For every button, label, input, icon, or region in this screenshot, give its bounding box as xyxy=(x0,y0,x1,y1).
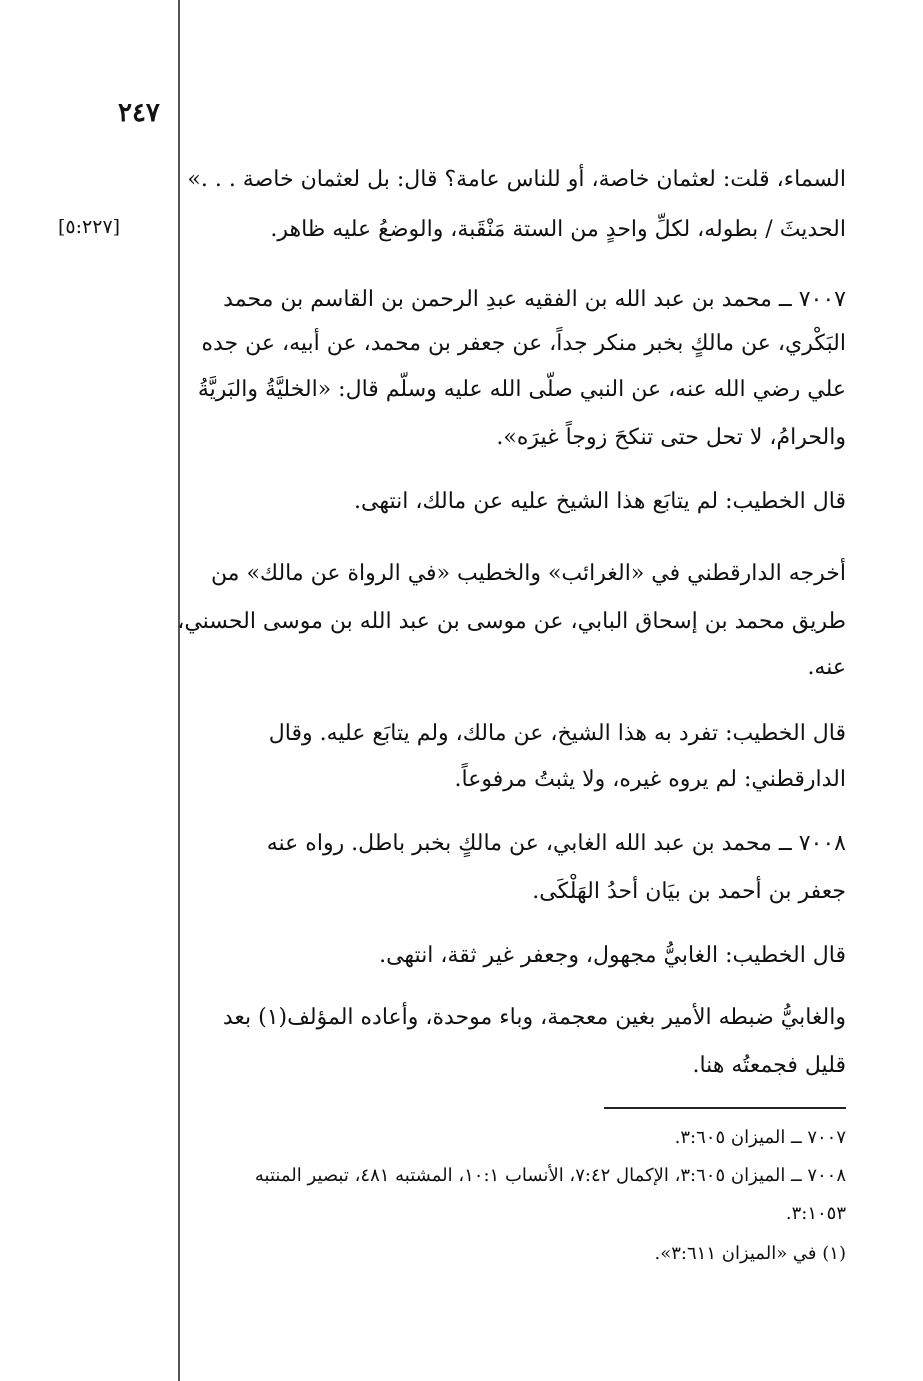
text-line: قليل فجمعتُه هنا. xyxy=(692,1053,846,1078)
text-line: عنه. xyxy=(807,655,846,680)
footnote-line: (١) في «الميزان ٣:٦١١». xyxy=(654,1243,846,1264)
text-line: الدارقطني: لم يروه غيره، ولا يثبتُ مرفوعاً. xyxy=(454,767,846,792)
text-line: طريق محمد بن إسحاق البابي، عن موسى بن عبد الله بن موسى الحسني، xyxy=(177,609,846,634)
text-line: والحرامُ، لا تحل حتى تنكحَ زوجاً غيرَه». xyxy=(496,425,846,450)
entry-7008-line: ٧٠٠٨ ــ محمد بن عبد الله الغابي، عن مالكٍ بخبر باطل. رواه عنه xyxy=(266,831,846,856)
page-number: ٢٤٧ xyxy=(118,98,160,128)
text-line: قال الخطيب: تفرد به هذا الشيخ، عن مالك، ولم يتابَع عليه. وقال xyxy=(268,721,846,746)
text-line: علي رضي الله عنه، عن النبي صلّى الله عليه وسلّم قال: «الخليَّةُ والبَريَّةُ xyxy=(197,377,846,402)
margin-reference: [٥:٢٢٧] xyxy=(58,216,121,238)
footnote-line: ٧٠٠٨ ــ الميزان ٣:٦٠٥، الإكمال ٧:٤٢، الأنساب ١٠:١، المشتبه ٤٨١، تبصير المنتبه xyxy=(254,1165,846,1186)
text-line: الحديثَ / بطوله، لكلِّ واحدٍ من الستة مَنْقَبة، والوضعُ عليه ظاهر. xyxy=(270,217,846,242)
text-line: والغابيُّ ضبطه الأمير بغين معجمة، وباء موحدة، وأعاده المؤلف(١) بعد xyxy=(222,1005,846,1030)
footnote-line: ٧٠٠٧ ــ الميزان ٣:٦٠٥. xyxy=(674,1127,846,1148)
footnote-line: ٣:١٠٥٣. xyxy=(785,1203,846,1224)
text-line: قال الخطيب: لم يتابَع هذا الشيخ عليه عن مالك، انتهى. xyxy=(354,489,846,514)
text-line: أخرجه الدارقطني في «الغرائب» والخطيب «في الرواة عن مالك» من xyxy=(210,561,846,586)
text-line: السماء، قلت: لعثمان خاصة، أو للناس عامة؟ قال: بل لعثمان خاصة . . .» xyxy=(187,167,846,192)
text-line: البَكْري، عن مالكٍ بخبر منكر جداً، عن جعفر بن محمد، عن أبيه، عن جده xyxy=(201,331,846,356)
text-line: جعفر بن أحمد بن بيَان أحدُ الهَلْكَى. xyxy=(532,879,846,904)
footnote-separator xyxy=(604,1107,846,1109)
entry-7007-line: ٧٠٠٧ ــ محمد بن عبد الله بن الفقيه عبدِ الرحمن بن القاسم بن محمد xyxy=(223,287,846,312)
text-line: قال الخطيب: الغابيُّ مجهول، وجعفر غير ثقة، انتهى. xyxy=(379,943,846,968)
